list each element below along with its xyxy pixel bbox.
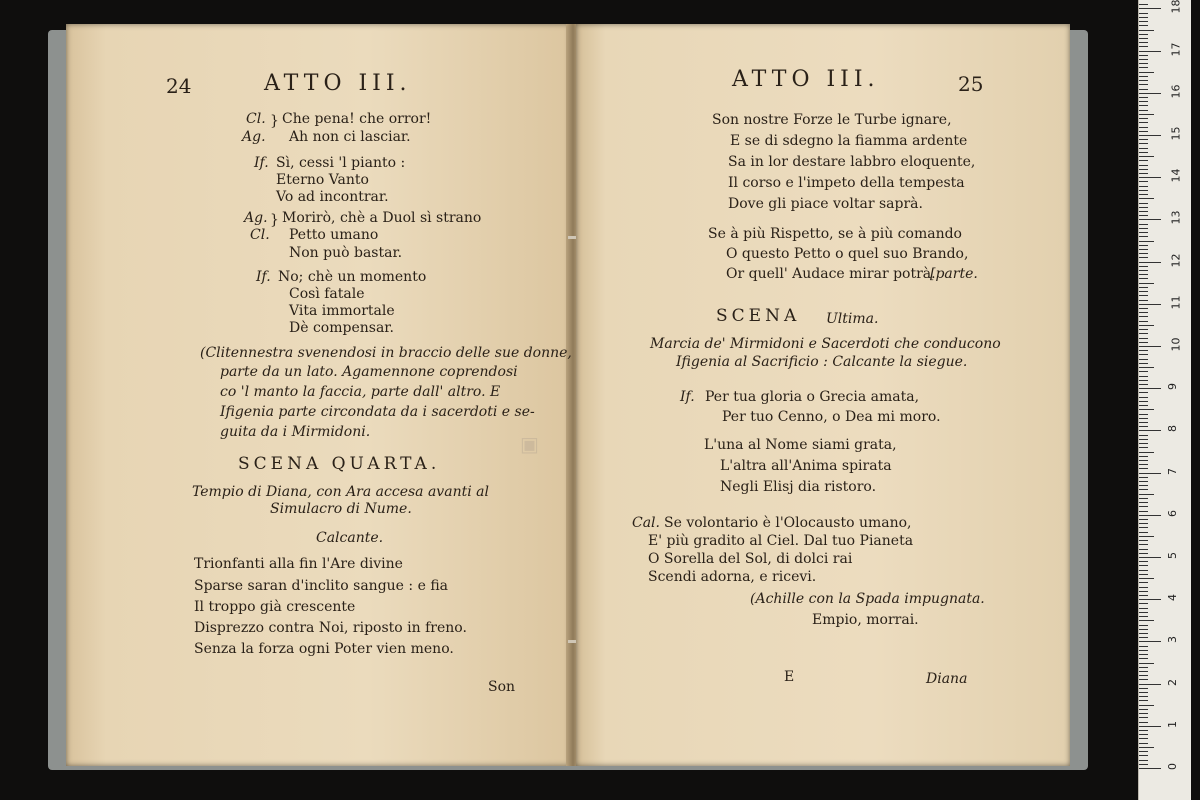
verse-line: Il corso e l'impeto della tempesta xyxy=(728,175,965,191)
verse-line: Eterno Vanto xyxy=(276,172,369,188)
ruler-tick xyxy=(1139,603,1148,604)
ruler-tick xyxy=(1139,489,1148,490)
ruler-tick xyxy=(1139,350,1148,351)
ruler-tick xyxy=(1139,329,1148,330)
ruler-tick xyxy=(1139,671,1148,672)
ruler-tick xyxy=(1139,224,1148,225)
ruler-tick xyxy=(1139,722,1148,723)
speaker-label: If. xyxy=(256,269,271,285)
ruler-tick xyxy=(1139,443,1148,444)
ruler-tick xyxy=(1139,549,1148,550)
ruler-tick xyxy=(1139,232,1148,233)
speaker-label: Ag. xyxy=(244,210,268,226)
ruler-tick xyxy=(1139,283,1154,284)
ruler-tick xyxy=(1139,574,1148,575)
ruler-tick xyxy=(1139,494,1154,495)
scene-description: Ifigenia al Sacrificio : Calcante la siegue. xyxy=(676,354,968,370)
verse-line: Vita immortale xyxy=(289,303,395,319)
ruler-tick xyxy=(1139,430,1161,431)
ruler-tick xyxy=(1139,553,1148,554)
ruler-tick xyxy=(1139,527,1148,528)
ruler-tick xyxy=(1139,17,1148,18)
right-page-number: 25 xyxy=(958,72,984,96)
ruler-tick xyxy=(1139,338,1148,339)
scene-title: SCENA QUARTA. xyxy=(238,454,441,474)
ruler-tick xyxy=(1139,751,1148,752)
character-name: Calcante. xyxy=(316,530,384,546)
ruler-tick xyxy=(1139,300,1148,301)
ruler-tick xyxy=(1139,608,1148,609)
ruler-tick xyxy=(1139,203,1148,204)
verse-line: Scendi adorna, e ricevi. xyxy=(648,569,817,585)
ruler-tick xyxy=(1139,717,1148,718)
ruler-tick xyxy=(1139,304,1161,305)
ruler-tick xyxy=(1139,473,1161,474)
ruler-tick xyxy=(1139,663,1154,664)
ruler-tick xyxy=(1139,342,1148,343)
ruler-tick xyxy=(1139,544,1148,545)
verse-line: O Sorella del Sol, di dolci rai xyxy=(648,551,853,567)
scene-title-italic: Ultima. xyxy=(826,311,879,327)
ruler-tick xyxy=(1139,620,1154,621)
ruler-tick xyxy=(1139,679,1148,680)
ruler-tick xyxy=(1139,249,1148,250)
ruler-tick xyxy=(1139,641,1161,642)
scene-description: Simulacro di Nume. xyxy=(270,501,412,517)
verse-line: L'una al Nome siami grata, xyxy=(704,437,897,453)
ruler-tick xyxy=(1139,312,1148,313)
ruler-tick xyxy=(1139,278,1148,279)
ruler-tick xyxy=(1139,55,1148,56)
ruler-tick xyxy=(1139,316,1148,317)
verse-line: Se volontario è l'Olocausto umano, xyxy=(664,515,912,531)
ruler-tick xyxy=(1139,755,1148,756)
ruler-tick xyxy=(1139,228,1148,229)
ruler-tick xyxy=(1139,481,1148,482)
ruler-tick xyxy=(1139,4,1148,5)
verse-line: Empio, morrai. xyxy=(812,612,919,628)
ruler-tick xyxy=(1139,8,1161,9)
exit-direction: [parte. xyxy=(930,266,978,282)
ruler-label: 13 xyxy=(1169,210,1183,225)
ruler-tick xyxy=(1139,42,1148,43)
ruler-tick xyxy=(1139,447,1148,448)
ruler-tick xyxy=(1139,506,1148,507)
ruler-tick xyxy=(1139,700,1148,701)
ruler-tick xyxy=(1139,148,1148,149)
ruler-tick xyxy=(1139,34,1148,35)
ruler-tick xyxy=(1139,591,1148,592)
verse-line: Dè compensar. xyxy=(289,320,394,336)
verse-line: No; chè un momento xyxy=(278,269,427,285)
ruler-tick xyxy=(1139,30,1154,31)
verse-line: O questo Petto o quel suo Brando, xyxy=(726,246,969,262)
ruler-tick xyxy=(1139,422,1148,423)
ruler-tick xyxy=(1139,468,1148,469)
ruler-label: 15 xyxy=(1169,126,1183,141)
ruler-tick xyxy=(1139,557,1161,558)
ruler-tick xyxy=(1139,198,1154,199)
verse-line: Trionfanti alla fin l'Are divine xyxy=(194,556,403,572)
verse-line: L'altra all'Anima spirata xyxy=(720,458,892,474)
ruler-label: 11 xyxy=(1169,295,1183,310)
ruler-tick xyxy=(1139,253,1148,254)
speaker-label: If. xyxy=(254,155,269,171)
ruler-tick xyxy=(1139,114,1154,115)
ruler-tick xyxy=(1139,498,1148,499)
ruler-tick xyxy=(1139,578,1154,579)
ruler-tick xyxy=(1139,768,1161,769)
ruler-tick xyxy=(1139,354,1148,355)
ruler-label: 2 xyxy=(1166,678,1179,686)
ruler-tick xyxy=(1139,291,1148,292)
ruler-tick xyxy=(1139,93,1161,94)
verse-line: Dove gli piace voltar saprà. xyxy=(728,196,923,212)
ruler-tick xyxy=(1139,502,1148,503)
ruler-tick xyxy=(1139,595,1148,596)
speaker-label: Cl. xyxy=(246,111,266,127)
verse-line: E' più gradito al Ciel. Dal tuo Pianeta xyxy=(648,533,914,549)
ruler-tick xyxy=(1139,435,1148,436)
ruler-tick xyxy=(1139,131,1148,132)
ruler-tick xyxy=(1139,515,1161,516)
ruler-tick xyxy=(1139,245,1148,246)
ruler-tick xyxy=(1139,730,1148,731)
ruler-tick xyxy=(1139,452,1154,453)
ruler-tick xyxy=(1139,456,1148,457)
ruler-label: 6 xyxy=(1166,509,1179,517)
ruler-tick xyxy=(1139,211,1148,212)
ruler-tick xyxy=(1139,359,1148,360)
ruler-tick xyxy=(1139,13,1148,14)
ruler-tick xyxy=(1139,295,1148,296)
verse-line: Non può bastar. xyxy=(289,245,403,261)
ruler-label: 10 xyxy=(1169,337,1183,352)
verse-line: Se à più Rispetto, se à più comando xyxy=(708,226,962,242)
ruler-tick xyxy=(1139,418,1148,419)
ruler-tick xyxy=(1139,333,1148,334)
ruler-tick xyxy=(1139,25,1148,26)
ruler-tick xyxy=(1139,523,1148,524)
ruler-tick xyxy=(1139,194,1148,195)
verse-line: Petto umano xyxy=(289,227,379,243)
ruler-tick xyxy=(1139,160,1148,161)
ruler-tick xyxy=(1139,570,1148,571)
ruler-tick xyxy=(1139,169,1148,170)
ruler-tick xyxy=(1139,173,1148,174)
ruler-label: 18 xyxy=(1169,0,1183,14)
ruler-tick xyxy=(1139,110,1148,111)
ruler-tick xyxy=(1139,127,1148,128)
verse-line: Or quell' Audace mirar potrà. xyxy=(726,266,936,282)
ruler-label: 1 xyxy=(1166,720,1179,728)
ruler-tick xyxy=(1139,241,1154,242)
ruler-label: 0 xyxy=(1166,763,1179,770)
ruler-tick xyxy=(1139,215,1148,216)
ruler-tick xyxy=(1139,692,1148,693)
ruler-tick xyxy=(1139,384,1148,385)
verse-line: Per tuo Cenno, o Dea mi moro. xyxy=(722,409,941,425)
ruler-tick xyxy=(1139,713,1148,714)
verse-line: Son nostre Forze le Turbe ignare, xyxy=(712,112,952,128)
ruler-tick xyxy=(1139,388,1161,389)
catchword: Son xyxy=(488,679,516,695)
ruler-tick xyxy=(1139,262,1161,263)
scene-description: Tempio di Diana, con Ara accesa avanti al xyxy=(192,484,489,500)
ruler-tick xyxy=(1139,637,1148,638)
speaker-label: Ag. xyxy=(242,129,266,145)
ruler-tick xyxy=(1139,409,1154,410)
ruler-tick xyxy=(1139,688,1148,689)
watermark-mark: ▣ xyxy=(520,432,539,456)
ruler-tick xyxy=(1139,540,1148,541)
speaker-label: If. xyxy=(680,389,695,405)
verse-line: Il troppo già crescente xyxy=(194,599,356,615)
ruler-label: 8 xyxy=(1166,425,1179,433)
ruler-label: 5 xyxy=(1166,552,1179,559)
ruler-tick xyxy=(1139,743,1148,744)
ruler-tick xyxy=(1139,511,1148,512)
ruler-tick xyxy=(1139,143,1148,144)
stage-direction: guita da i Mirmidoni. xyxy=(220,424,371,440)
ruler-tick xyxy=(1139,709,1148,710)
ruler-tick xyxy=(1139,72,1154,73)
ruler-tick xyxy=(1139,105,1148,106)
ruler-tick xyxy=(1139,587,1148,588)
ruler-tick xyxy=(1139,219,1161,220)
ruler-tick xyxy=(1139,89,1148,90)
speaker-label: Cl. xyxy=(250,227,270,243)
ruler-tick xyxy=(1139,59,1148,60)
ruler-tick xyxy=(1139,274,1148,275)
ruler-tick xyxy=(1139,612,1148,613)
ruler-tick xyxy=(1139,101,1148,102)
speaker-brace: } xyxy=(270,113,279,129)
ruler-tick xyxy=(1139,308,1148,309)
left-running-head: ATTO III. xyxy=(264,71,412,96)
ruler-label: 17 xyxy=(1169,42,1183,57)
ruler-tick xyxy=(1139,371,1148,372)
catchword: Diana xyxy=(926,671,968,687)
ruler-tick xyxy=(1139,536,1154,537)
ruler-tick xyxy=(1139,21,1148,22)
ruler-tick xyxy=(1139,270,1148,271)
verse-line: Che pena! che orror! xyxy=(282,111,432,127)
measuring-ruler xyxy=(1138,0,1191,800)
ruler-tick xyxy=(1139,367,1154,368)
ruler-tick xyxy=(1139,684,1161,685)
ruler-label: 4 xyxy=(1166,594,1179,602)
ruler-tick xyxy=(1139,764,1148,765)
verse-line: Negli Elisj dia ristoro. xyxy=(720,479,877,495)
ruler-tick xyxy=(1139,696,1148,697)
ruler-tick xyxy=(1139,477,1148,478)
scene-description: Marcia de' Mirmidoni e Sacerdoti che conducono xyxy=(650,336,1001,352)
speaker-label: Cal. xyxy=(632,515,660,531)
ruler-label: 9 xyxy=(1166,383,1179,391)
ruler-label: 12 xyxy=(1169,253,1183,268)
ruler-tick xyxy=(1139,118,1148,119)
ruler-label: 14 xyxy=(1169,168,1183,183)
ruler-tick xyxy=(1139,363,1148,364)
ruler-tick xyxy=(1139,675,1148,676)
ruler-tick xyxy=(1139,181,1148,182)
ruler-label: 7 xyxy=(1166,467,1179,475)
ruler-tick xyxy=(1139,135,1161,136)
ruler-tick xyxy=(1139,139,1148,140)
stage-direction: Ifigenia parte circondata da i sacerdoti e se- xyxy=(220,404,535,420)
ruler-tick xyxy=(1139,565,1148,566)
ruler-tick xyxy=(1139,80,1148,81)
stage-direction: (Achille con la Spada impugnata. xyxy=(750,591,985,607)
ruler-tick xyxy=(1139,519,1148,520)
ruler-tick xyxy=(1139,397,1148,398)
stage-direction: co 'l manto la faccia, parte dall' altro. E xyxy=(220,384,501,400)
ruler-tick xyxy=(1139,414,1148,415)
ruler-tick xyxy=(1139,76,1148,77)
ruler-tick xyxy=(1139,165,1148,166)
ruler-tick xyxy=(1139,266,1148,267)
ruler-tick xyxy=(1139,46,1148,47)
ruler-tick xyxy=(1139,38,1148,39)
ruler-tick xyxy=(1139,464,1148,465)
verse-line: Senza la forza ogni Poter vien meno. xyxy=(194,641,454,657)
ruler-tick xyxy=(1139,207,1148,208)
verse-line: Vo ad incontrar. xyxy=(276,189,389,205)
ruler-tick xyxy=(1139,122,1148,123)
verse-line: Sì, cessi 'l pianto : xyxy=(276,155,406,171)
ruler-label: 16 xyxy=(1169,84,1183,99)
ruler-tick xyxy=(1139,426,1148,427)
ruler-tick xyxy=(1139,346,1161,347)
ruler-tick xyxy=(1139,633,1148,634)
ruler-tick xyxy=(1139,287,1148,288)
ruler-tick xyxy=(1139,667,1148,668)
verse-line: Così fatale xyxy=(289,286,365,302)
ruler-tick xyxy=(1139,485,1148,486)
ruler-tick xyxy=(1139,405,1148,406)
left-page-number: 24 xyxy=(166,74,192,98)
ruler-tick xyxy=(1139,439,1148,440)
ruler-tick xyxy=(1139,734,1148,735)
ruler-tick xyxy=(1139,325,1154,326)
verse-line: Ah non ci lasciar. xyxy=(289,129,411,145)
signature-mark: E xyxy=(784,669,795,685)
stage-direction: (Clitennestra svenendosi in braccio delle sue donne, xyxy=(200,345,572,361)
ruler-tick xyxy=(1139,401,1148,402)
ruler-tick xyxy=(1139,654,1148,655)
ruler-tick xyxy=(1139,67,1148,68)
verse-line: Sa in lor destare labbro eloquente, xyxy=(728,154,976,170)
ruler-tick xyxy=(1139,629,1148,630)
right-running-head: ATTO III. xyxy=(732,67,880,92)
scene-title: SCENA xyxy=(716,306,801,326)
ruler-tick xyxy=(1139,63,1148,64)
verse-line: Sparse saran d'inclito sangue : e fia xyxy=(194,578,449,594)
ruler-tick xyxy=(1139,726,1161,727)
speaker-brace: } xyxy=(270,212,279,228)
ruler-tick xyxy=(1139,650,1148,651)
ruler-tick xyxy=(1139,177,1161,178)
ruler-tick xyxy=(1139,97,1148,98)
ruler-tick xyxy=(1139,582,1148,583)
ruler-tick xyxy=(1139,561,1148,562)
ruler-tick xyxy=(1139,257,1148,258)
ruler-tick xyxy=(1139,84,1148,85)
verse-line: Per tua gloria o Grecia amata, xyxy=(705,389,920,405)
ruler-tick xyxy=(1139,380,1148,381)
ruler-tick xyxy=(1139,460,1148,461)
ruler-tick xyxy=(1139,599,1161,600)
ruler-tick xyxy=(1139,658,1148,659)
verse-line: E se di sdegno la fiamma ardente xyxy=(730,133,968,149)
ruler-tick xyxy=(1139,625,1148,626)
ruler-tick xyxy=(1139,236,1148,237)
ruler-tick xyxy=(1139,392,1148,393)
ruler-tick xyxy=(1139,646,1148,647)
ruler-tick xyxy=(1139,156,1154,157)
ruler-label: 3 xyxy=(1166,636,1179,644)
ruler-tick xyxy=(1139,321,1148,322)
ruler-tick xyxy=(1139,738,1148,739)
stage-direction: parte da un lato. Agamennone coprendosi xyxy=(220,364,518,380)
verse-line: Disprezzo contra Noi, riposto in freno. xyxy=(194,620,467,636)
ruler-tick xyxy=(1139,532,1148,533)
verse-line: Morirò, chè a Duol sì strano xyxy=(282,210,482,226)
ruler-tick xyxy=(1139,51,1161,52)
ruler-tick xyxy=(1139,616,1148,617)
ruler-tick xyxy=(1139,190,1148,191)
ruler-tick xyxy=(1139,376,1148,377)
ruler-tick xyxy=(1139,186,1148,187)
ruler-tick xyxy=(1139,747,1154,748)
ruler-tick xyxy=(1139,152,1148,153)
ruler-tick xyxy=(1139,760,1148,761)
ruler-tick xyxy=(1139,705,1154,706)
